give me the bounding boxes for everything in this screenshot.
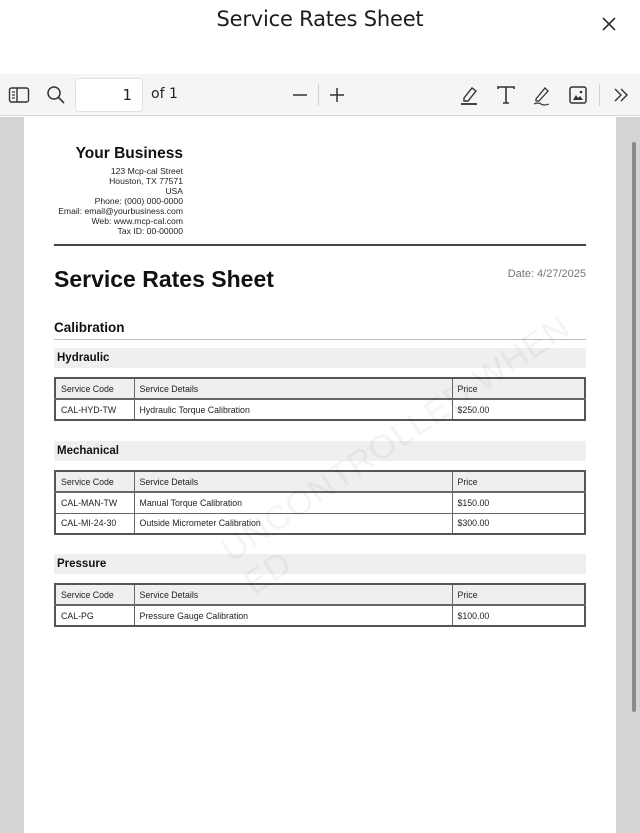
pdf-page (24, 117, 616, 833)
page-count-label: of 1 (151, 86, 178, 102)
page-number-input[interactable]: 1 (75, 78, 143, 112)
window-titlebar (0, 0, 640, 74)
toolbar-divider (318, 84, 319, 106)
service-price: $250.00 (452, 399, 585, 420)
highlighter-icon (458, 84, 480, 106)
vertical-scrollbar[interactable] (632, 142, 636, 712)
section-heading: Mechanical (54, 441, 586, 461)
column-header: Price (452, 471, 585, 492)
business-address-line1: 123 Mcp-cal Street (110, 166, 183, 176)
add-text-button[interactable] (494, 83, 518, 107)
sidebar-toggle-button[interactable] (7, 83, 31, 107)
close-button[interactable] (598, 13, 620, 35)
minus-icon (290, 85, 310, 105)
zoom-out-button[interactable] (288, 83, 312, 107)
service-price: $100.00 (452, 605, 585, 626)
business-name: Your Business (75, 145, 183, 162)
service-code: CAL-MAN-TW (55, 492, 134, 513)
table-row (55, 399, 585, 420)
more-tools-button[interactable] (609, 83, 633, 107)
section-mechanical (54, 441, 586, 535)
text-icon (495, 84, 517, 106)
document-title: Service Rates Sheet (54, 266, 274, 292)
business-email: Email: email@yourbusiness.com (58, 206, 183, 216)
service-price: $300.00 (452, 513, 585, 534)
service-code: CAL-MI-24-30 (55, 513, 134, 534)
column-header: Price (452, 584, 585, 605)
search-icon (46, 85, 66, 105)
table-row (55, 492, 585, 513)
column-header: Price (452, 378, 585, 399)
business-country: USA (165, 186, 183, 196)
service-code: CAL-HYD-TW (55, 399, 134, 420)
category-heading: Calibration (54, 320, 125, 335)
column-header: Service Code (55, 378, 134, 399)
service-details: Outside Micrometer Calibration (134, 513, 452, 534)
section-heading: Pressure (54, 554, 586, 574)
column-header: Service Code (55, 471, 134, 492)
close-icon (598, 13, 620, 35)
business-phone: Phone: (000) 000-0000 (94, 196, 183, 206)
plus-icon (327, 85, 347, 105)
draw-button[interactable] (530, 83, 554, 107)
insert-image-button[interactable] (566, 83, 590, 107)
table-header-row (55, 471, 585, 492)
rates-table (54, 377, 586, 421)
section-hydraulic (54, 348, 586, 421)
column-header: Service Details (134, 471, 452, 492)
table-row (55, 605, 585, 626)
highlight-button[interactable] (457, 83, 481, 107)
zoom-in-button[interactable] (325, 83, 349, 107)
pdf-toolbar (0, 74, 640, 116)
double-chevron-right-icon (611, 85, 631, 105)
image-icon (568, 85, 588, 105)
window-title: Service Rates Sheet (216, 7, 424, 31)
document-date: Date: 4/27/2025 (507, 268, 586, 280)
business-address-line2: Houston, TX 77571 (109, 176, 183, 186)
table-header-row (55, 584, 585, 605)
service-details: Hydraulic Torque Calibration (134, 399, 452, 420)
service-code: CAL-PG (55, 605, 134, 626)
header-divider (54, 244, 586, 246)
document-viewer[interactable] (0, 117, 640, 833)
column-header: Service Code (55, 584, 134, 605)
service-details: Pressure Gauge Calibration (134, 605, 452, 626)
business-tax-id: Tax ID: 00-00000 (117, 226, 183, 236)
search-button[interactable] (44, 83, 68, 107)
column-header: Service Details (134, 378, 452, 399)
rates-table (54, 583, 586, 627)
business-web: Web: www.mcp-cal.com (91, 216, 183, 226)
table-header-row (55, 378, 585, 399)
pen-icon (531, 84, 553, 106)
rates-table (54, 470, 586, 535)
column-header: Service Details (134, 584, 452, 605)
section-heading: Hydraulic (54, 348, 586, 368)
service-details: Manual Torque Calibration (134, 492, 452, 513)
category-divider (54, 339, 586, 340)
service-price: $150.00 (452, 492, 585, 513)
section-pressure (54, 554, 586, 627)
sidebar-panel-icon (8, 86, 30, 104)
table-row (55, 513, 585, 534)
business-info (52, 145, 183, 236)
toolbar-divider (599, 84, 600, 106)
